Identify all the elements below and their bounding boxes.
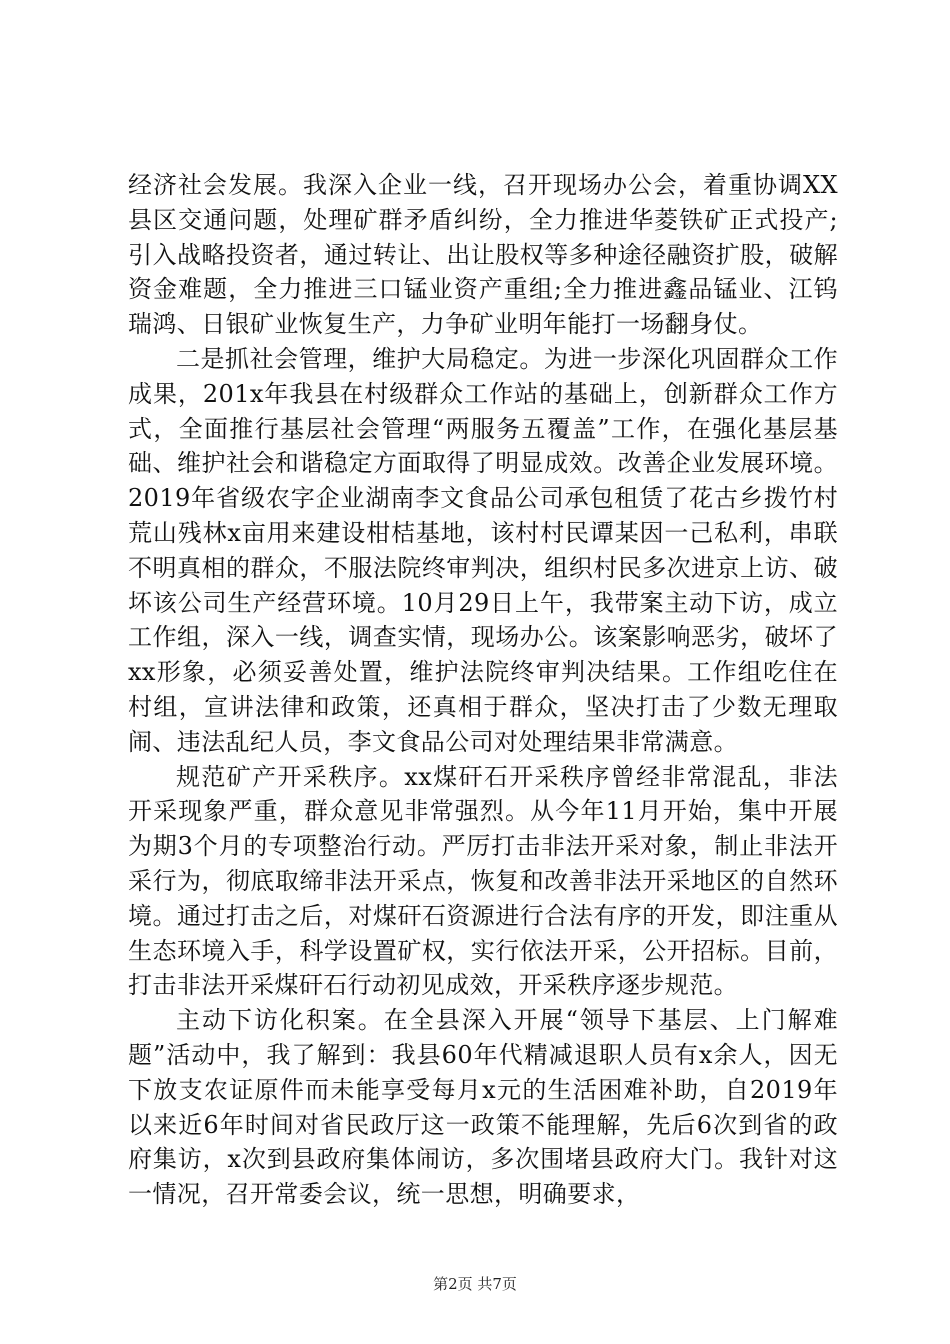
document-body [128,168,838,1212]
paragraph-2: 二是抓社会管理，维护大局稳定。为进一步深化巩固群众工作成果，201x年我县在村级群众工作站的基础上，创新群众工作方式，全面推行基层社会管理“两服务五覆盖”工作，在强化基层基础、维护社会和谐稳定方面取得了明显成效。改善企业发展环境。2019年省级农字企业湖南李文食品公司承包租赁了花古乡拨竹村荒山残林x亩用来建设柑桔基地，该村村民谭某因一己私利，串联不明真相的群众，不服法院终审判决，组织村民多次进京上访、破坏该公司生产经营环境。10月29日上午，我带案主动下访，成立工作组，深入一线，调查实情，现场办公。该案影响恶劣，破坏了xx形象，必须妥善处置，维护法院终审判决结果。工作组吃住在村组，宣讲法律和政策，还真相于群众，坚决打击了少数无理取闹、违法乱纪人员，李文食品公司对处理结果非常满意。 [128,344,838,756]
page-footer [0,1274,950,1294]
paragraph-3: 规范矿产开采秩序。xx煤矸石开采秩序曾经非常混乱，非法开采现象严重，群众意见非常强烈。从今年11月开始，集中开展为期3个月的专项整治行动。严厉打击非法开采对象，制止非法开采行为，彻底取缔非法开采点，恢复和改善非法开采地区的自然环境。通过打击之后，对煤矸石资源进行合法有序的开发，即注重从生态环境入手，科学设置矿权，实行依法开采，公开招标。目前，打击非法开采煤矸石行动初见成效，开采秩序逐步规范。 [128,762,838,1000]
paragraph-4: 主动下访化积案。在全县深入开展“领导下基层、上门解难题”活动中，我了解到：我县60年代精减退职人员有x余人，因无下放支农证原件而未能享受每月x元的生活困难补助，自2019年以来近6年时间对省民政厅这一政策不能理解，先后6次到省的政府集访，x次到县政府集体闹访，多次围堵县政府大门。我针对这一情况，召开常委会议，统一思想，明确要求， [128,1006,838,1209]
paragraph-1: 经济社会发展。我深入企业一线，召开现场办公会，着重协调XX县区交通问题，处理矿群矛盾纠纷，全力推进华菱铁矿正式投产;引入战略投资者，通过转让、出让股权等多种途径融资扩股，破解资金难题，全力推进三口锰业资产重组;全力推进鑫品锰业、江钨瑞鸿、日银矿业恢复生产，力争矿业明年能打一场翻身仗。 [128,171,838,339]
page-number-label: 第2页 共7页 [433,1275,517,1293]
